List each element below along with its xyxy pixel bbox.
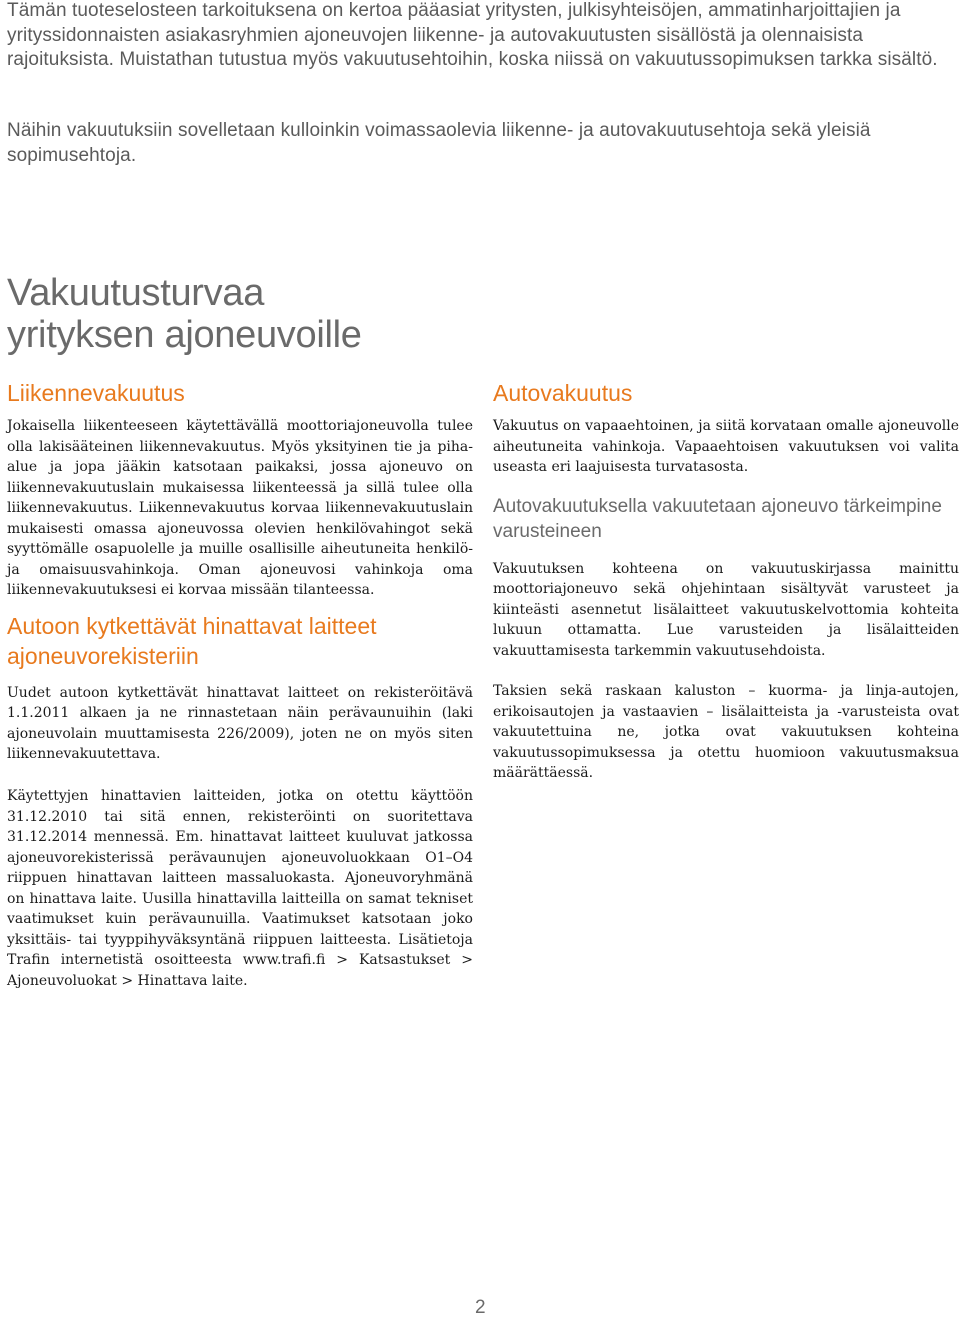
page-number: 2 — [475, 1297, 486, 1318]
varusteet-heading: Autovakuutuksella vakuutetaan ajoneuvo tärkeimpine varusteineen — [493, 495, 942, 542]
left-column — [7, 378, 473, 765]
liikennevakuutus-text: Jokaisella liikenteeseen käytettävällä moottoriajoneuvolla tulee olla lakisääteinen liikennevakuutus. Myös yksityinen tie ja piha-alue ja jopa jääkin katsotaan paikaksi, jossa ajoneuvo on liikennevakuutuslain mukaisessa liikenteessä ja sillä tulee olla liikennevakuutus. Liikennevakuutus korvaa liikennevakuutuslain mukaisesti omassa ajoneuvossa olevien henkilövahingot sekä syyttömälle osapuolelle ja muille osallisille aiheutuneita henkilö- ja omaisuusvahinkoja. Oman ajoneuvosi vahinkoja oma liikennevakuutuksesi ei korvaa missään tilanteessa. — [7, 418, 473, 598]
page-title-line-2: yrityksen ajoneuvoille — [7, 314, 362, 356]
intro-paragraph: Tämän tuoteselosteen tarkoituksena on kertoa pääasiat yritysten, julkisyhteisöjen, ammatinharjoittajien ja yrityssidonnaisten asiakasryhmien ajoneuvojen liikenne- ja autovakuutusten sisällöstä ja olennaisista rajoituksista. Muistathan tutustua myös vakuutusehtoihin, koska niissä on vakuutussopimuksen tarkka sisältö. — [7, 0, 938, 70]
right-column — [493, 378, 959, 784]
varusteet-text: Vakuutuksen kohteena on vakuutuskirjassa mainittu moottoriajoneuvo sekä ohjehintaan sisältyvät varusteet ja kiinteästi asennetut lisälaitteet vakuutuskelvottomia kohteita lukuun ottamatta. Lue varusteiden ja lisälaitteiden vakuuttamisesta tarkemmin vakuutusehdoista. — [493, 560, 959, 659]
kaytetyt-laitteet-text: Käytettyjen hinattavien laitteiden, jotka on otettu käyttöön 31.12.2010 tai sitä ennen, rekisteröinti on suoritettava 31.12.2014 mennessä. Em. hinattavat laitteet kuuluvat jatkossa ajoneuvorekisterissä perävaunujen ajoneuvoluokkaan O1–O4 riippuen hinattavan laitteen massaluokasta. Ajoneuvoryhmänä on hinattava laite. Uusilla hinattavilla laitteilla on samat tekniset vaatimukset kuin perävaunuilla. Vaatimukset katsotaan joko yksittäis- tai tyyppihyväksyntänä riippuen laitteesta. Lisätietoja Trafin internetistä osoitteesta www.trafi.fi > Katsastukset > Ajoneuvoluokat > Hinattava laite. — [7, 788, 473, 989]
autovakuutus-heading: Autovakuutus — [493, 380, 633, 406]
page-title — [7, 272, 362, 356]
intro-paragraph-conditions: Näihin vakuutuksiin sovelletaan kulloinkin voimassaolevia liikenne- ja autovakuutusehtoja sekä yleisiä sopimusehtoja. — [7, 120, 871, 166]
left-column-continued — [7, 786, 473, 991]
hinattavat-laitteet-heading: Autoon kytkettävät hinattavat laitteet ajoneuvorekisteriin — [7, 612, 377, 669]
page-title-line-1: Vakuutusturvaa — [7, 272, 265, 314]
raskas-kalusto-text: Taksien sekä raskaan kaluston – kuorma- ja linja-autojen, erikoisautojen ja vastaavien – lisälaitteista ja -varusteista ovat vakuutettuina ne, jotka ovat vakuutuksen kohteina vakuutussopimuksessa ja otettu huomioon vakuutusmaksua määrättäessä. — [493, 683, 959, 781]
autovakuutus-text: Vakuutus on vapaaehtoinen, ja siitä korvataan omalle ajoneuvolle aiheutuneita vahinkoja. Vapaaehtoisen vakuutuksen voi valita useasta eri laajuisesta turvatasosta. — [493, 418, 959, 475]
liikennevakuutus-heading: Liikennevakuutus — [7, 380, 185, 406]
hinattavat-laitteet-text: Uudet autoon kytkettävät hinattavat laitteet on rekisteröitävä 1.1.2011 alkaen ja ne rinnastetaan näin perävaunuihin (laki ajoneuvolain muuttamisesta 226/2009), joten ne on myös siten liikennevakuutettava. — [7, 684, 473, 762]
